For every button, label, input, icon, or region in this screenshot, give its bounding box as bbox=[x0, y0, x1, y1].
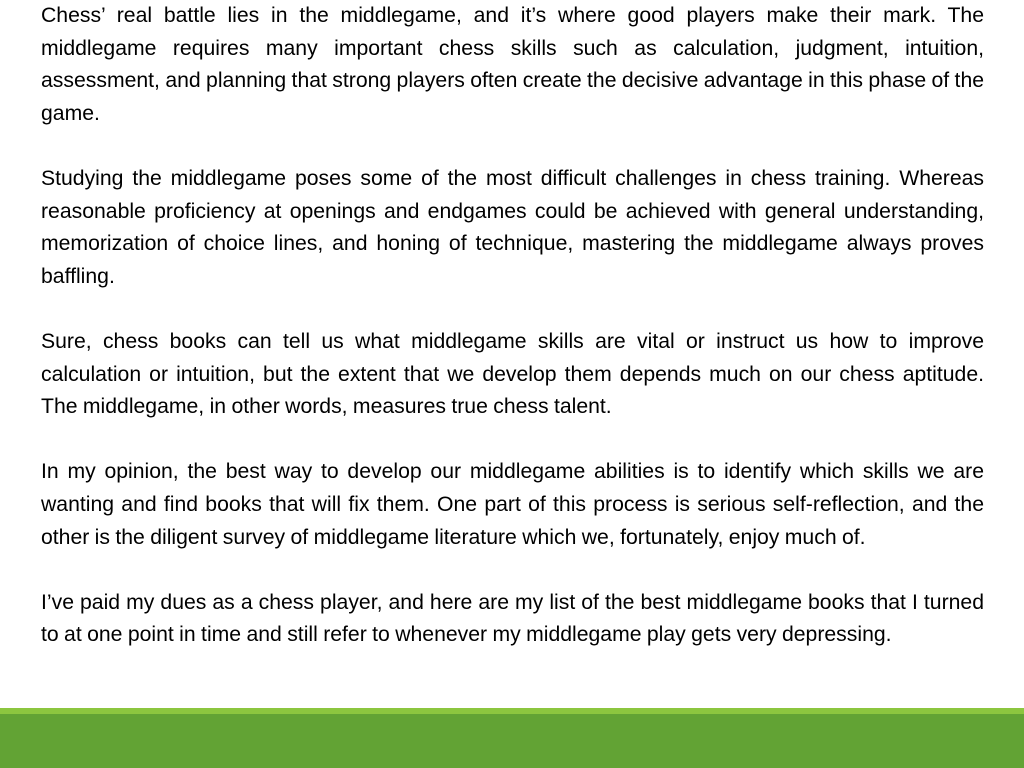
footer-bar bbox=[0, 714, 1024, 768]
paragraph-4: In my opinion, the best way to develop our middlegame abilities is to identify which skills we are wanting and find books that will fix them. One part of this process is serious self-reflection, and the other is the diligent survey of middlegame literature which we, fortunately, enjoy much of. bbox=[41, 460, 984, 549]
paragraph-3: Sure, chess books can tell us what middlegame skills are vital or instruct us how to improve calculation or intuition, but the extent that we develop them depends much on our chess aptitude. The middlegame, in other words, measures true chess talent. bbox=[41, 329, 984, 419]
body-text bbox=[41, 0, 984, 652]
paragraph-2: Studying the middlegame poses some of the most difficult challenges in chess training. Whereas reasonable proficiency at openings and endgames could be achieved with general understanding, memorization of choice lines, and honing of technique, mastering the middlegame always proves baffling. bbox=[41, 166, 984, 288]
paragraph-1: Chess’ real battle lies in the middlegame, and it’s where good players make their mark. The middlegame requires many important chess skills such as calculation, judgment, intuition, assessment, and planning that strong players often create the decisive advantage in this phase of the game. bbox=[41, 4, 985, 125]
paragraph-5: I’ve paid my dues as a chess player, and here are my list of the best middlegame books that I turned to at one point in time and still refer to whenever my middlegame play gets very depressing. bbox=[41, 590, 984, 647]
